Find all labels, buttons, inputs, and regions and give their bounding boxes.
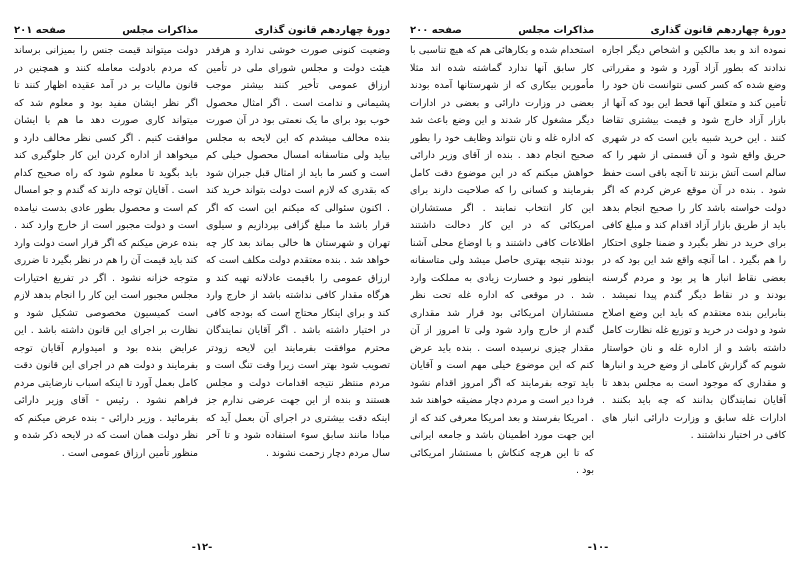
- text-column-left: دولت میتواند قیمت جنس را بمیزانی برساند که مردم بادولت معامله کنند و همچنین در قانون مالیات بر در آمد عقیده اظهار کنند تا اگر نظر ایشان مفید بود و معلوم شد که میتواند کاری صورت دهد ما هم با ایشان موافقت کنیم . اگر کسی نظر مخالف دارد و میخواهد از اداره کردن این کار جلوگیری کند باید بگوید تا معلوم شود که راه صحیح کدام است . آقایان توجه دارند که گندم و جو امسال کم است و محصول بطور عادی بدست نیامده است و دولت مجبور است از خارج وارد کند . بنده عرض میکنم که اگر قرار است دولت وارد کند باید قیمت آن را هم در نظر بگیرد تا ضرری متوجه خزانه نشود . اگر در تفریغ اختیارات مجلس مجبور است این کار را انجام بدهد لازم است کمیسیون مخصوصی تشکیل شود و نظارت بر اجرای این قانون داشته باشد . این عرایض بنده بود و امیدوارم آقایان توجه بفرمایند و دولت هم در اجرای این قانون دقت کامل بعمل آورد تا اینکه اسباب نارضایتی مردم فراهم نشود . رئیس - آقای وزیر دارائی بفرمائید . وزیر دارائی - بنده عرض میکنم که نظر دولت همان است که در لایحه ذکر شده و منظور تأمین ارزاق عمومی است .: [14, 45, 198, 459]
- left-page: [8, 0, 396, 576]
- session-title: دورهٔ چهاردهم قانون گذاری: [254, 25, 390, 36]
- page-footer-number: -۱۲-: [191, 542, 213, 553]
- page-number: صفحه ۲۰۱: [14, 25, 66, 36]
- publication-title: مذاکرات مجلس: [518, 25, 595, 36]
- page-footer-number: -۱۰-: [587, 542, 609, 553]
- page-number: صفحه ۲۰۰: [410, 25, 462, 36]
- page-header: [410, 20, 786, 39]
- session-title: دورهٔ چهاردهم قانون گذاری: [650, 25, 786, 36]
- right-page: [404, 0, 792, 576]
- text-column-right: وضعیت کنونی صورت خوشی ندارد و هرقدر هیئت دولت و مجلس شورای ملی در تأمین ارزاق عمومی تأخیر کنند بیشتر موجب پشیمانی و ندامت است . اگر امثال محصول خوب بود برای ما یک نعمتی بود در آن صورت بنده مخالف میشدم که این لایحه به مجلس بیاید ولی متاسفانه امسال محصول خیلی کم است و کسر ما باید از امثال قبل جبران شود که بقدری که لازم است دولت بتواند خرید کند . اکنون سئوالی که میکنم این است که اگر قرار باشد ما مبلغ گزافی بپردازیم و سیلوی تهران و شهرستان ها خالی بماند بعد کار چه خواهد شد . بنده معتقدم دولت مکلف است که ارزاق عمومی را باقیمت عادلانه تهیه کند و هرگاه مقدار کافی نداشته باشد از خارج وارد کند و برای اینکار محتاج است که بودجه کافی در اختیار داشته باشد . اگر آقایان نمایندگان محترم موافقت بفرمایند این لایحه زودتر تصویب شود بهتر است زیرا وقت تنگ است و مردم منتظر نتیجه اقدامات دولت و مجلس هستند و بنده از این جهت عرضی ندارم جز اینکه دقت بیشتری در اجرای آن بعمل آید که مبادا مانند سابق سوء استفاده شود و تا آخر سال مردم دچار زحمت نشوند .: [206, 45, 390, 459]
- publication-title: مذاکرات مجلس: [122, 25, 199, 36]
- text-column-left: استخدام شده و بکارهائی هم که هیچ تناسبی با کار سابق آنها ندارد گماشته شده اند مثلا مأمورین بیکاری که از شهرستانها آمده بودند بعضی در وزارت دارائی و بعضی در ادارات دیگر مشغول کار شدند و این وضع باعث شد که اداره غله و نان نتواند وظایف خود را بطور صحیح انجام دهد . بنده از آقای وزیر دارائی خواهش میکنم که در این موضوع دقت کامل بفرمایند و کسانی را که صلاحیت دارند برای این کار انتخاب نمایند . اگر مستشاران امریکائی که در این کار دخالت داشتند اطلاعات کافی داشتند و با اوضاع محلی آشنا بودند نتیجه بهتری حاصل میشد ولی متاسفانه اینطور نبود و خسارت زیادی به مملکت وارد شد . در موقعی که اداره غله تحت نظر مستشاران امریکائی بود قرار شد مقداری گندم از خارج وارد شود ولی تا امروز از آن مقدار چیزی نرسیده است . بنده باید عرض کنم که این موضوع خیلی مهم است و آقایان باید توجه بفرمایند که اگر امروز اقدام نشود فردا دیر است و مردم دچار مضیقه خواهند شد . امریکا بفرستد و بعد امریکا معرفی کند که از این جهت مورد اطمینان باشد و جامعه ایرانی که تا این هرچه کنکاش با مستشار امریکائی بود .: [410, 45, 594, 476]
- text-column-right: نموده اند و بعد مالکین و اشخاص دیگر اجازه ندادند که بطور آزاد آورد و شود و مقرراتی وضع شده که کسر کسی نتوانست نان خود را تأمین کند و متعلق آنها قحط این بود که آنها از بازار آزاد خارج شود و قیمت بیشتری تقاضا کنند . این خرید شبیه باین است که در شهری حریق واقع شود و آن قسمتی از شهر را که سالم است آتش بزنند تا آنچه باقی است حفظ شود . بنده در آن موقع عرض کردم که اگر دولت خواسته باشد کار را صحیح انجام بدهد باید از طریق بازار آزاد اقدام کند و مبلغ کافی برای خرید در نظر بگیرد و ضمنا جلوی احتکار را هم بگیرد . اما آنچه واقع شد این بود که در بعضی نقاط انبار ها پر بود و مردم گرسنه بودند و در نقاط دیگر گندم پیدا نمیشد . بنابراین بنده معتقدم که باید این وضع اصلاح شود و دولت در خرید و توزیع غله نظارت کامل داشته باشد و از اداره غله و نان خواستار شویم که گزارش کاملی از وضع خرید و انبارها و مقداری که موجود است به مجلس بدهد تا آقایان نمایندگان بدانند که چه باید بکنند . ادارات غله سابق و وزارت دارائی انبار های کافی در اختیار نداشتند .: [602, 45, 786, 441]
- page-header: [14, 20, 390, 39]
